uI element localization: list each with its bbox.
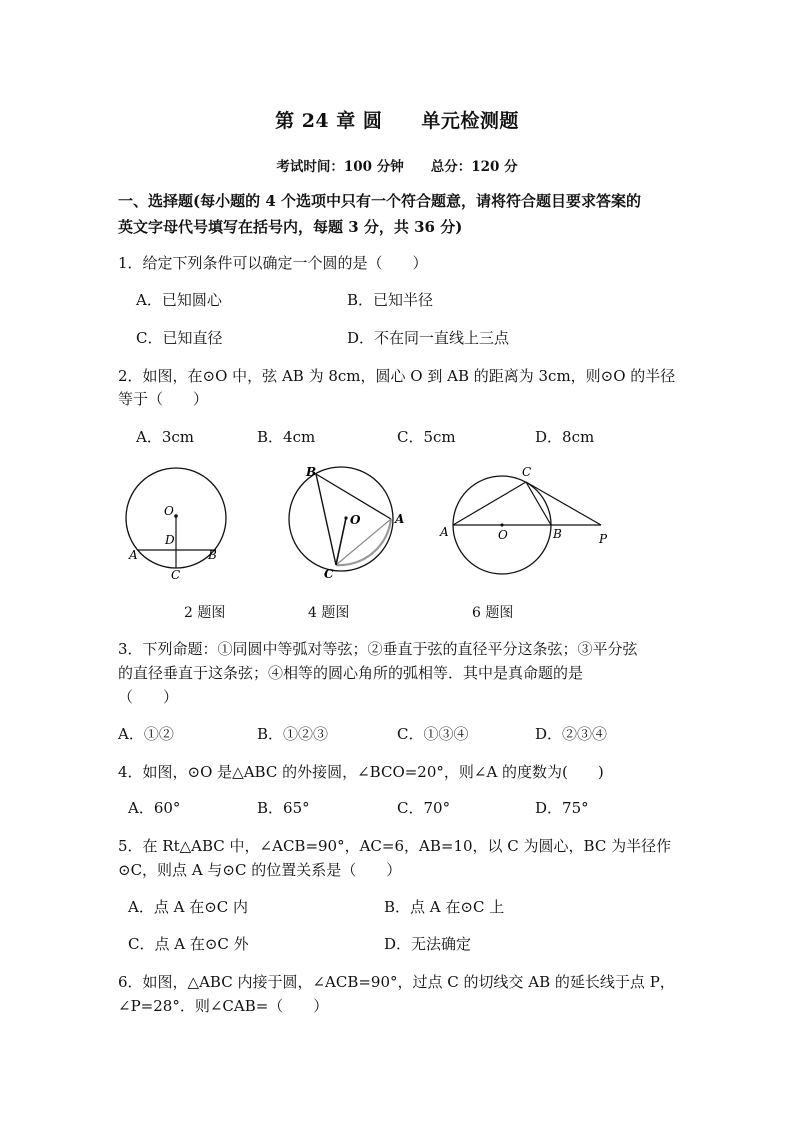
fig6-caption: 6 题图 <box>472 605 514 621</box>
q3-option-d: D．②③④ <box>535 725 608 743</box>
fig2-label-b: B <box>208 548 217 562</box>
fig6-label-p: P <box>599 532 608 546</box>
q5-option-b: B．点 A 在⊙C 上 <box>384 898 505 916</box>
figure-4 <box>289 465 404 581</box>
q5-option-d: D．无法确定 <box>384 935 472 953</box>
q2-option-c: C．5cm <box>397 428 456 446</box>
q3-stem-line3: （ ） <box>118 688 179 706</box>
fig6-label-a: A <box>440 525 449 539</box>
q2-option-d: D．8cm <box>535 428 595 446</box>
q2-option-b: B．4cm <box>257 428 316 446</box>
q1-stem: 1．给定下列条件可以确定一个圆的是（ ） <box>118 254 428 272</box>
fig6-label-o: O <box>498 528 508 542</box>
fig2-caption: 2 题图 <box>184 605 226 621</box>
figures-row <box>110 458 630 588</box>
fig4-label-o: O <box>350 513 361 527</box>
fig2-center-dot <box>174 514 178 518</box>
q1-option-b: B．已知半径 <box>347 291 434 309</box>
q3-option-a: A．①② <box>118 725 174 743</box>
fig4-side-bc <box>316 474 336 565</box>
q4-option-b: B．65° <box>257 799 310 817</box>
q2-option-a: A．3cm <box>136 428 195 446</box>
fig2-label-o: O <box>164 504 174 518</box>
fig4-label-c: C <box>324 567 334 581</box>
q5-stem-line1: 5．在 Rt△ABC 中，∠ACB=90°，AC=6，AB=10，以 C 为圆心，BC 为半径作 <box>118 837 672 855</box>
fig6-label-b: B <box>553 527 562 541</box>
fig4-label-a: A <box>395 512 405 526</box>
q3-stem-line2: 的直径垂直于这条弦；④相等的圆心角所的弧相等．其中是真命题的是 <box>118 664 584 682</box>
q3-option-b: B．①②③ <box>257 725 329 743</box>
q1-option-c: C．已知直径 <box>136 329 223 347</box>
fig6-side-cb <box>526 482 551 525</box>
section-heading-line1: 一、选择题(每小题的 4 个选项中只有一个符合题意，请将符合题目要求答案的 <box>118 192 641 210</box>
fig4-label-b: B <box>306 465 317 479</box>
fig4-center-dot <box>344 516 347 519</box>
page-title: 第 24 章 圆 单元检测题 <box>275 110 519 132</box>
figure-2 <box>126 468 226 582</box>
section-heading-line2: 英文字母代号填写在括号内，每题 3 分，共 36 分) <box>118 218 463 236</box>
q1-option-d: D．不在同一直线上三点 <box>347 329 510 347</box>
q1-option-a: A．已知圆心 <box>136 291 222 309</box>
fig4-circle <box>289 467 393 571</box>
fig6-tangent-cp <box>526 482 601 525</box>
fig2-label-a: A <box>129 548 138 562</box>
q3-option-c: C．①③④ <box>397 725 469 743</box>
exam-info: 考试时间：100 分钟 总分：120 分 <box>276 159 518 175</box>
fig4-caption: 4 题图 <box>308 605 350 621</box>
q6-stem-line2: ∠P=28°．则∠CAB=（ ） <box>118 997 329 1015</box>
fig2-label-c: C <box>171 568 181 582</box>
fig6-side-ac <box>453 482 526 525</box>
q5-option-c: C．点 A 在⊙C 外 <box>128 935 249 953</box>
q2-stem-line2: 等于（ ） <box>118 390 209 408</box>
q4-option-d: D．75° <box>535 799 589 817</box>
figure-6 <box>439 465 608 574</box>
q3-stem-line1: 3．下列命题：①同圆中等弧对等弦；②垂直于弦的直径平分这条弦；③平分弦 <box>118 640 638 658</box>
fig6-center-dot <box>500 523 503 526</box>
q2-stem-line1: 2．如图，在⊙O 中，弦 AB 为 8cm，圆心 O 到 AB 的距离为 3cm，则⊙O 的半径 <box>118 367 676 385</box>
q5-option-a: A．点 A 在⊙C 内 <box>128 898 249 916</box>
fig2-label-d: D <box>165 533 175 547</box>
q5-stem-line2: ⊙C，则点 A 与⊙C 的位置关系是（ ） <box>118 861 402 879</box>
q4-option-c: C．70° <box>397 799 451 817</box>
q4-option-a: A．60° <box>128 799 181 817</box>
fig6-label-c: C <box>522 465 532 479</box>
q4-stem: 4．如图，⊙O 是△ABC 的外接圆，∠BCO=20°，则∠A 的度数为( ) <box>118 763 604 781</box>
q6-stem-line1: 6．如图，△ABC 内接于圆，∠ACB=90°，过点 C 的切线交 AB 的延长线于点 P， <box>118 973 675 991</box>
